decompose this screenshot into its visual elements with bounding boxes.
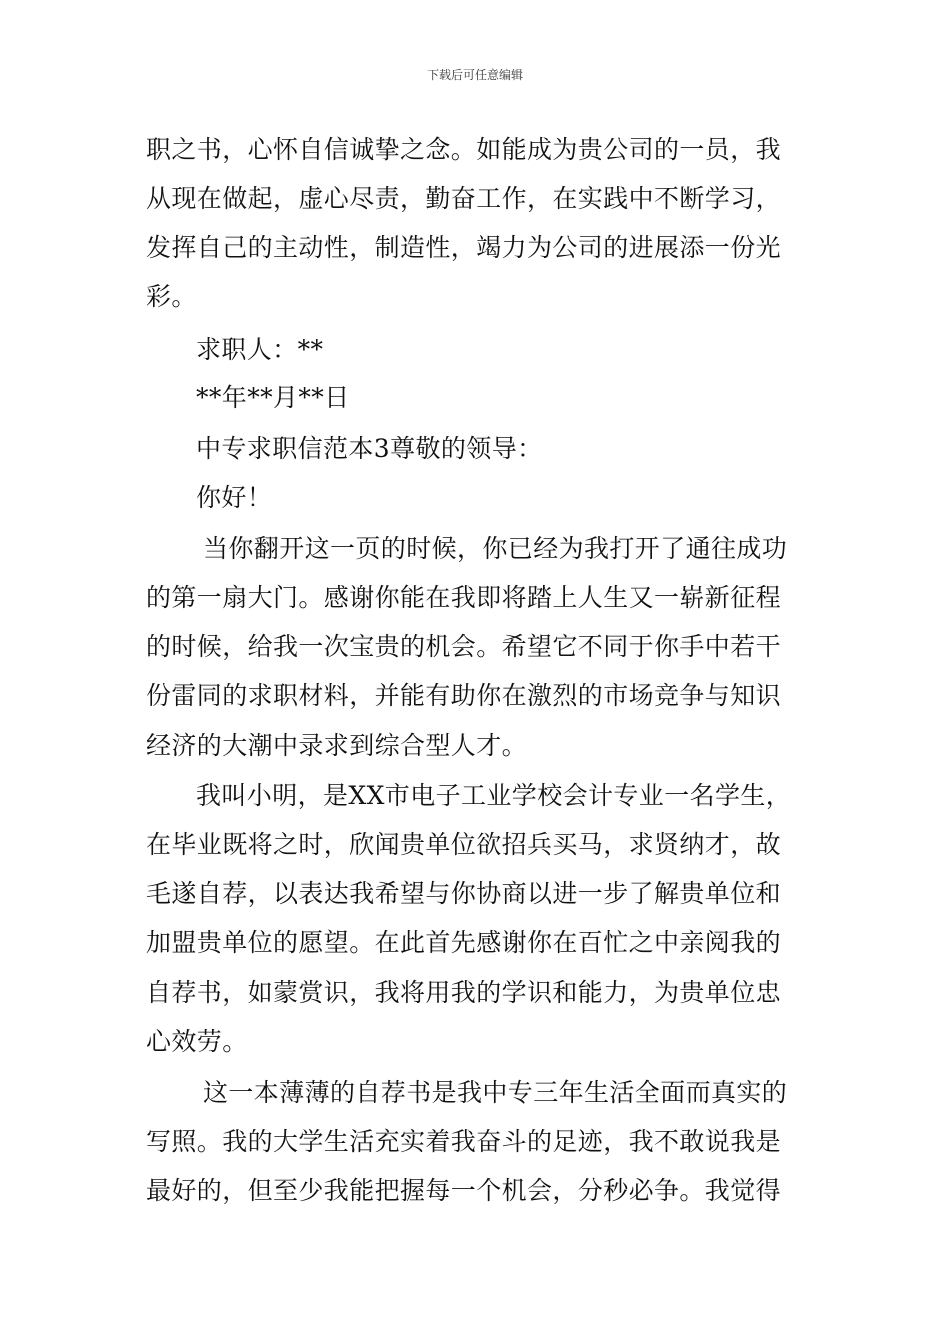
text-line: 经济的大潮中录求到综合型人才。	[146, 731, 528, 760]
text-line: 加盟贵单位的愿望。在此首先感谢你在百忙之中亲阅我的	[146, 928, 782, 957]
text-line: 最好的，但至少我能把握每一个机会，分秒必争。我觉得	[146, 1176, 782, 1205]
signature-name: 求职人：**	[196, 335, 324, 364]
text-line: 写照。我的大学生活充实着我奋斗的足迹，我不敢说我是	[146, 1127, 782, 1156]
text-line: 的第一扇大门。感谢你能在我即将踏上人生又一崭新征程	[146, 583, 782, 612]
text-line: 这一本薄薄的自荐书是我中专三年生活全面而真实的	[203, 1078, 788, 1107]
text-line: 心效劳。	[146, 1027, 248, 1056]
signature-date: **年**月**日	[196, 383, 350, 412]
text-line: 在毕业既将之时，欣闻贵单位欲招兵买马，求贤纳才，故	[146, 830, 782, 859]
text-line: 彩。	[146, 282, 197, 311]
text-line: 发挥自己的主动性，制造性，竭力为公司的进展添一份光	[146, 233, 782, 262]
text-line: 当你翻开这一页的时候，你已经为我打开了通往成功	[203, 534, 788, 563]
text-line: 自荐书，如蒙赏识，我将用我的学识和能力，为贵单位忠	[146, 978, 782, 1007]
text-line: 我叫小明，是XX市电子工业学校会计专业一名学生，	[196, 781, 792, 810]
text-line: 从现在做起，虚心尽责，勤奋工作，在实践中不断学习，	[146, 184, 782, 213]
section-title: 中专求职信范本3尊敬的领导：	[196, 434, 543, 463]
text-line: 的时候，给我一次宝贵的机会。希望它不同于你手中若干	[146, 632, 782, 661]
greeting: 你好！	[196, 483, 273, 512]
text-line: 职之书，心怀自信诚挚之念。如能成为贵公司的一员，我	[146, 135, 782, 164]
text-line: 毛遂自荐，以表达我希望与你协商以进一步了解贵单位和	[146, 879, 782, 908]
page-header: 下载后可任意编辑	[426, 68, 523, 82]
text-line: 份雷同的求职材料，并能有助你在激烈的市场竞争与知识	[146, 681, 782, 710]
